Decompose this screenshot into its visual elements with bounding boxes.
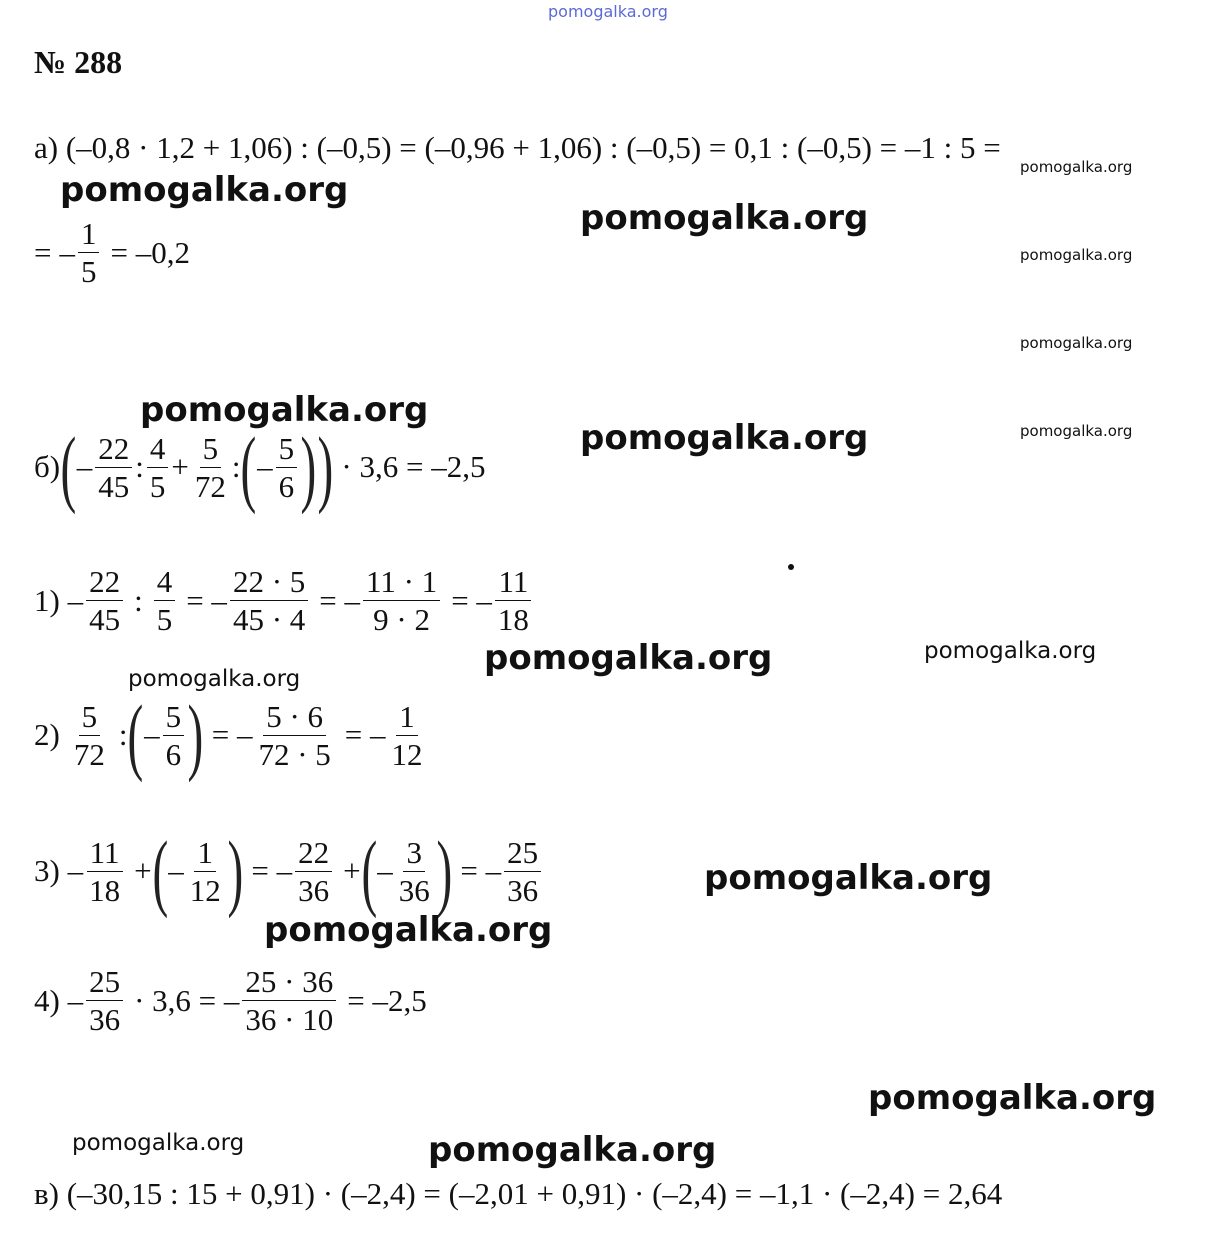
denominator: 72 bbox=[73, 736, 105, 772]
denominator: 45 bbox=[89, 602, 121, 637]
left-paren: ( bbox=[361, 823, 377, 919]
denominator: 5 bbox=[80, 254, 97, 289]
numerator: 1 bbox=[396, 701, 418, 736]
fraction bbox=[230, 566, 308, 635]
colon: : bbox=[134, 582, 143, 618]
equals-minus: = – bbox=[319, 582, 360, 618]
numerator: 4 bbox=[154, 566, 176, 601]
denominator: 72 bbox=[194, 468, 226, 504]
numerator: 5 bbox=[276, 433, 298, 468]
denominator: 36 · 10 bbox=[245, 1002, 334, 1037]
denominator: 5 bbox=[156, 602, 173, 637]
watermark: pomogalka.org bbox=[140, 390, 429, 430]
part-b-expression bbox=[34, 419, 486, 515]
left-paren: ( bbox=[60, 419, 77, 515]
watermark: pomogalka.org bbox=[484, 638, 773, 678]
fraction bbox=[86, 834, 123, 908]
colon: : bbox=[135, 449, 144, 484]
equals-minus: = – bbox=[344, 717, 386, 752]
watermark: pomogalka.org bbox=[868, 1078, 1157, 1118]
step-label: 2) bbox=[34, 717, 60, 752]
denominator: 72 · 5 bbox=[258, 736, 331, 772]
left-paren: ( bbox=[240, 419, 257, 515]
denominator: 6 bbox=[165, 736, 182, 772]
equals-minus: = – bbox=[460, 853, 502, 888]
denominator: 36 bbox=[398, 872, 430, 908]
equals-minus: = – bbox=[451, 582, 492, 618]
denominator: 45 bbox=[98, 468, 130, 504]
watermark: pomogalka.org bbox=[1020, 158, 1133, 176]
watermark: pomogalka.org bbox=[428, 1130, 717, 1170]
equals-sign: = bbox=[34, 234, 52, 270]
right-paren: ) bbox=[317, 419, 333, 515]
left-paren: ( bbox=[127, 687, 144, 783]
problem-number: № 288 bbox=[34, 44, 123, 80]
colon: : bbox=[118, 717, 128, 752]
minus-sign: – bbox=[59, 234, 75, 270]
part-a-line2 bbox=[34, 218, 190, 287]
numerator: 3 bbox=[403, 837, 425, 872]
colon: : bbox=[231, 449, 241, 484]
numerator: 11 bbox=[87, 837, 123, 872]
step-1 bbox=[34, 566, 535, 635]
right-paren: ) bbox=[436, 823, 452, 919]
denominator: 5 bbox=[149, 468, 166, 504]
fraction bbox=[147, 430, 169, 504]
minus-sign: – bbox=[76, 449, 93, 484]
denominator: 12 bbox=[391, 736, 423, 772]
right-paren: ) bbox=[300, 419, 317, 515]
numerator: 1 bbox=[194, 837, 216, 872]
plus-sign: + bbox=[343, 853, 361, 888]
watermark: pomogalka.org bbox=[128, 666, 301, 692]
watermark: pomogalka.org bbox=[72, 1130, 245, 1156]
fraction bbox=[78, 218, 100, 287]
fraction bbox=[295, 834, 332, 908]
numerator: 4 bbox=[147, 433, 169, 468]
watermark: pomogalka.org bbox=[1020, 246, 1133, 264]
plus-sign: + bbox=[171, 449, 189, 484]
fraction bbox=[276, 430, 298, 504]
equals-minus: = – bbox=[186, 582, 227, 618]
numerator: 11 bbox=[495, 566, 531, 601]
step-label: 1) – bbox=[34, 582, 84, 618]
multiply-part: · 3,6 = – bbox=[134, 982, 240, 1018]
watermark: pomogalka.org bbox=[580, 198, 869, 238]
minus-sign: – bbox=[257, 449, 273, 484]
fraction bbox=[255, 698, 333, 772]
watermark: pomogalka.org bbox=[1020, 422, 1133, 440]
denominator: 12 bbox=[189, 872, 221, 908]
minus-sign: – bbox=[377, 853, 393, 888]
tail: · 3,6 = –2,5 bbox=[341, 449, 486, 484]
step-label: 4) – bbox=[34, 982, 84, 1018]
denominator: 36 bbox=[507, 872, 539, 908]
numerator: 22 bbox=[86, 566, 123, 601]
denominator: 36 bbox=[298, 872, 330, 908]
right-paren: ) bbox=[227, 823, 243, 919]
fraction bbox=[86, 966, 123, 1035]
top-site-link[interactable]: pomogalka.org bbox=[548, 2, 668, 21]
watermark: pomogalka.org bbox=[1020, 334, 1133, 352]
denominator: 6 bbox=[278, 468, 295, 504]
fraction bbox=[504, 834, 541, 908]
watermark: pomogalka.org bbox=[580, 418, 869, 458]
watermark: pomogalka.org bbox=[60, 170, 349, 210]
denominator: 36 bbox=[89, 1002, 121, 1037]
numerator: 5 bbox=[200, 433, 222, 468]
minus-sign: – bbox=[144, 717, 160, 752]
stray-dot bbox=[788, 564, 794, 570]
fraction bbox=[86, 566, 123, 635]
step-label: 3) – bbox=[34, 853, 84, 888]
numerator: 22 · 5 bbox=[230, 566, 308, 601]
right-paren: ) bbox=[187, 687, 204, 783]
numerator: 25 · 36 bbox=[242, 966, 336, 1001]
numerator: 22 bbox=[95, 433, 132, 468]
left-paren: ( bbox=[152, 823, 168, 919]
numerator: 5 bbox=[79, 701, 101, 736]
watermark: pomogalka.org bbox=[264, 910, 553, 950]
fraction bbox=[495, 566, 532, 635]
denominator: 9 · 2 bbox=[373, 602, 430, 637]
fraction bbox=[187, 834, 224, 908]
equals-minus: = – bbox=[211, 717, 253, 752]
minus-sign: – bbox=[168, 853, 184, 888]
numerator: 5 bbox=[163, 701, 185, 736]
fraction bbox=[163, 698, 185, 772]
numerator: 25 bbox=[86, 966, 123, 1001]
fraction bbox=[95, 430, 132, 504]
step-2 bbox=[34, 687, 429, 783]
numerator: 11 · 1 bbox=[363, 566, 440, 601]
watermark: pomogalka.org bbox=[704, 858, 993, 898]
equals-minus: = – bbox=[251, 853, 293, 888]
fraction bbox=[363, 566, 440, 635]
denominator: 18 bbox=[497, 602, 529, 637]
denominator: 18 bbox=[89, 872, 121, 908]
result: = –0,2 bbox=[110, 234, 190, 270]
part-v-line: в) (–30,15 : 15 + 0,91) · (–2,4) = (–2,01 + 0,91) · (–2,4) = –1,1 · (–2,4) = 2,64 bbox=[34, 1176, 1003, 1211]
fraction bbox=[242, 966, 336, 1035]
numerator: 25 bbox=[504, 837, 541, 872]
numerator: 5 · 6 bbox=[263, 701, 326, 736]
denominator: 45 · 4 bbox=[232, 602, 306, 637]
result: = –2,5 bbox=[347, 982, 427, 1018]
fraction bbox=[192, 430, 229, 504]
numerator: 22 bbox=[295, 837, 332, 872]
fraction bbox=[71, 698, 108, 772]
step-3 bbox=[34, 823, 544, 919]
fraction bbox=[396, 834, 433, 908]
plus-sign: + bbox=[134, 853, 152, 888]
part-a-line1: а) (–0,8 · 1,2 + 1,06) : (–0,5) = (–0,96 + 1,06) : (–0,5) = 0,1 : (–0,5) = –1 : 5 = bbox=[34, 130, 1001, 165]
fraction bbox=[389, 698, 426, 772]
step-4 bbox=[34, 966, 427, 1035]
fraction bbox=[154, 566, 176, 635]
part-b-label: б) bbox=[34, 449, 61, 484]
watermark: pomogalka.org bbox=[924, 638, 1097, 664]
numerator: 1 bbox=[78, 218, 100, 253]
